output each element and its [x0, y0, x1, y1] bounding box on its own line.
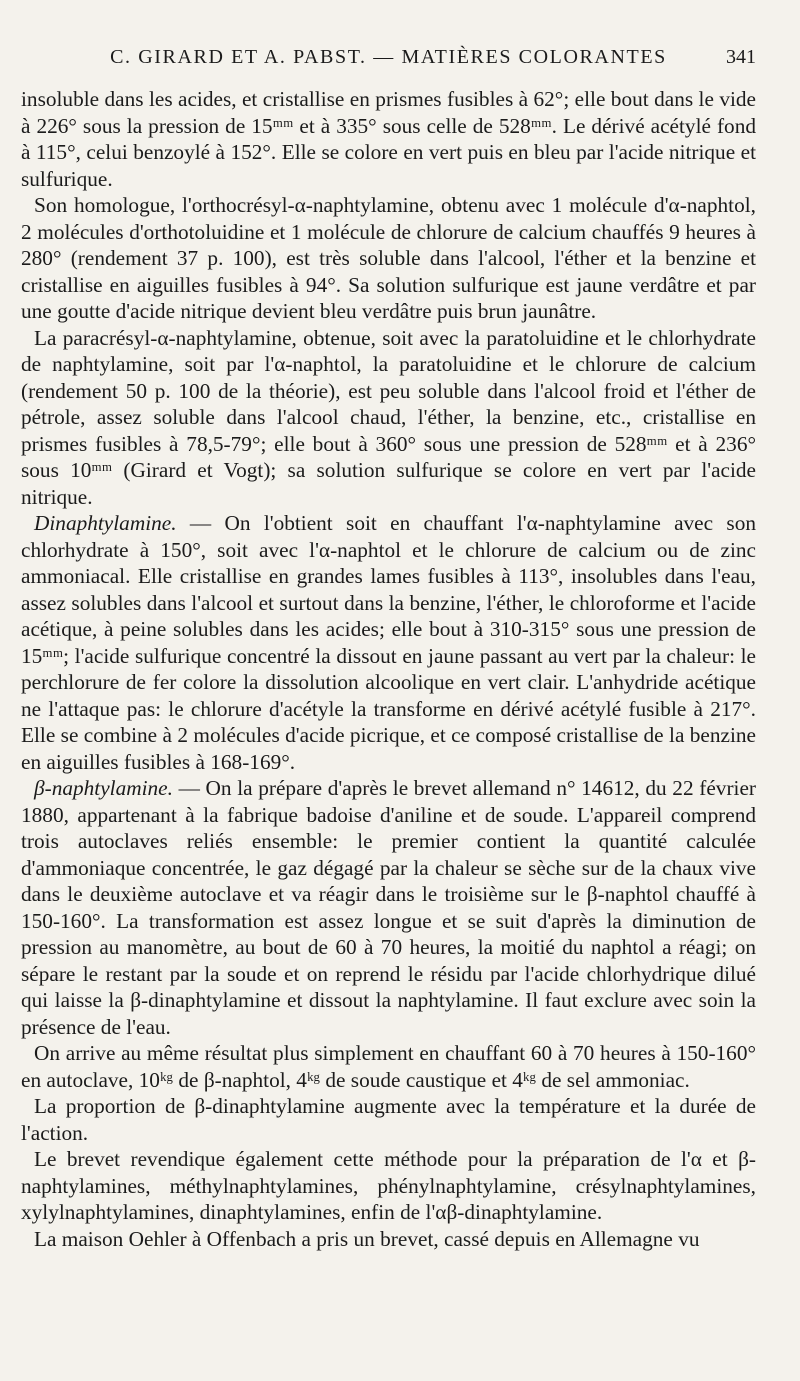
paragraph-autoclave-method: [21, 1040, 756, 1093]
page-number: 341: [726, 46, 756, 68]
paragraph-text: La paracrésyl-α-naphtylamine, obtenue, soit avec la paratoluidine et le chlorhydrate de naphtylamine, soit par l'α-naphtol, la paratoluidine et le chlorure de calcium (rendement 50 p. 100 de la théorie), est peu soluble dans l'alcool froid et l'éther de pétrole, assez soluble dans l'alcool chaud, l'éther, la benzine, etc., cristallise en prismes fusibles à 78,5-79°; elle bout à 360° sous une pression de 528ᵐᵐ et à 236° sous 10ᵐᵐ (Girard et Vogt); sa solution sulfurique se colore en vert par l'acide nitrique.: [21, 325, 756, 509]
paragraph-text: — On l'obtient soit en chauffant l'α-naphtylamine avec son chlorhydrate à 150°, soit avec l'α-naphtol et le chlorure de calcium ou de zinc ammoniacal. Elle cristallise en grandes lames fusibles à 113°, insolubles dans l'eau, assez solubles dans l'alcool et surtout dans la benzine, l'éther, le chloroforme et l'acide acétique, à peine solubles dans les acides; elle bout à 310-315° sous une pression de 15ᵐᵐ; l'acide sulfurique concentré la dissout en jaune passant au vert par la chaleur: le perchlorure de fer colore la dissolution alcoolique en vert clair. L'anhydride acétique ne l'attaque pas: le chlorure d'acétyle la transforme en dérivé acétylé fusible à 217°. Elle se combine à 2 molécules d'acide picrique, et ce composé cristallise de la benzine en aiguilles fusibles à 168-169°.: [21, 511, 756, 774]
paragraph-text: insoluble dans les acides, et cristallise en prismes fusibles à 62°; elle bout dans le vide à 226° sous la pression de 15ᵐᵐ et à 335° sous celle de 528ᵐᵐ. Le dérivé acétylé fond à 115°, celui benzoylé à 152°. Elle se colore en vert puis en bleu par l'acide nitrique et sulfurique.: [21, 87, 756, 191]
paragraph-text: Son homologue, l'orthocrésyl-α-naphtylamine, obtenu avec 1 molécule d'α-naphtol, 2 molécules d'orthotoluidine et 1 molécule de chlorure de calcium chauffés 9 heures à 280° (rendement 37 p. 100), est très soluble dans l'alcool, l'éther et la benzine et cristallise en aiguilles fusibles à 94°. Sa solution sulfurique est jaune verdâtre et par une goutte d'acide nitrique devient bleu verdâtre puis brun jaunâtre.: [21, 193, 756, 323]
body-text: [21, 86, 756, 1252]
paragraph-text: On arrive au même résultat plus simplement en chauffant 60 à 70 heures à 150-160° en autoclave, 10ᵏᵍ de β-naphtol, 4ᵏᵍ de soude caustique et 4ᵏᵍ de sel ammoniac.: [21, 1041, 756, 1092]
paragraph-beta-naphtylamine: [21, 775, 756, 1040]
paragraph-proportion: [21, 1093, 756, 1146]
paragraph-insoluble: [21, 86, 756, 192]
paragraph-text: Le brevet revendique également cette méthode pour la préparation de l'α et β-naphtylamines, méthylnaphtylamines, phénylnaphtylamine, crésylnaphtylamines, xylylnaphtylamines, dinaphtylamines, enfin de l'αβ-dinaphtylamine.: [21, 1147, 756, 1224]
section-term-beta-naphtylamine: β-naphtylamine.: [34, 776, 173, 800]
paragraph-paracresyl: [21, 325, 756, 511]
paragraph-text: La proportion de β-dinaphtylamine augmente avec la température et la durée de l'action.: [21, 1094, 756, 1145]
paragraph-oehler: [21, 1226, 756, 1253]
running-header: [21, 40, 756, 74]
paragraph-orthocresyl: [21, 192, 756, 325]
running-title: C. GIRARD ET A. PABST. — MATIÈRES COLORANTES: [110, 46, 667, 68]
paragraph-brevet: [21, 1146, 756, 1226]
paragraph-text: — On la prépare d'après le brevet allemand n° 14612, du 22 février 1880, appartenant à la fabrique badoise d'aniline et de soude. L'appareil comprend trois autoclaves reliés ensemble: le premier contient la quantité calculée d'ammoniaque concentrée, le gaz dégagé par la chaleur se sèche sur de la chaux vive dans le deuxième autoclave et va réagir dans le troisième sur le β-naphtol chauffé à 150-160°. La transformation est assez longue et se suit d'après la diminution de pression au manomètre, au bout de 60 à 70 heures, la moitié du naphtol a réagi; on sépare le restant par la soude et on reprend le résidu par l'acide chlorhydrique dilué qui laisse la β-dinaphtylamine et dissout la naphtylamine. Il faut exclure avec soin la présence de l'eau.: [21, 776, 756, 1039]
section-term-dinaphtylamine: Dinaphtylamine.: [34, 511, 177, 535]
paragraph-text: La maison Oehler à Offenbach a pris un brevet, cassé depuis en Allemagne vu: [34, 1226, 700, 1251]
paragraph-dinaphtylamine: [21, 510, 756, 775]
